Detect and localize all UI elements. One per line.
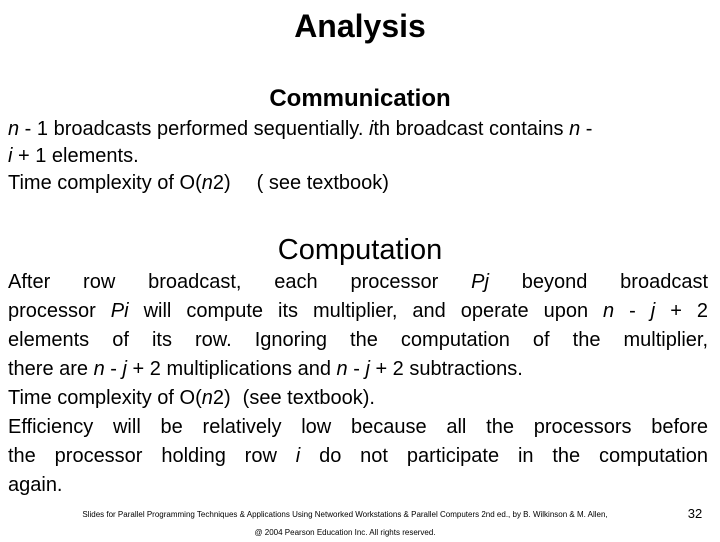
computation-line-3: elements of its row. Ignoring the computation of the multiplier,	[8, 329, 708, 351]
footer-credit: Slides for Parallel Programming Techniques & Applications Using Networked Workstations & Parallel Computers 2nd ed., by B. Wilkinson & M. Allen,	[82, 510, 608, 519]
communication-line-1: n - 1 broadcasts performed sequentially. ith broadcast contains n -	[8, 118, 593, 140]
communication-line-2: i + 1 elements.	[8, 145, 139, 167]
communication-heading: Communication	[269, 85, 451, 112]
computation-line-2: processor Pi will compute its multiplier, and operate upon n - j + 2	[8, 300, 709, 322]
computation-line-7: the processor holding row i do not participate in the computation	[8, 445, 708, 467]
slide-footer	[40, 506, 650, 542]
computation-line-4: there are n - j + 2 multiplications and n - j + 2 subtractions.	[8, 358, 523, 380]
slide-title: Analysis	[294, 8, 426, 44]
computation-body	[8, 268, 708, 500]
footer-copyright: @ 2004 Pearson Education Inc. All rights reserved.	[254, 528, 436, 537]
computation-line-5: Time complexity of O(n2) (see textbook).	[8, 387, 375, 409]
computation-line-6: Efficiency will be relatively low because all the processors before	[8, 416, 708, 438]
computation-line-1: After row broadcast, each processor Pj beyond broadcast	[8, 271, 709, 293]
communication-body	[8, 116, 712, 197]
computation-heading: Computation	[277, 234, 443, 266]
communication-line-3: Time complexity of O(n2) ( see textbook)	[8, 172, 389, 194]
page-number: 32	[687, 506, 703, 521]
computation-line-8: again.	[8, 474, 63, 496]
